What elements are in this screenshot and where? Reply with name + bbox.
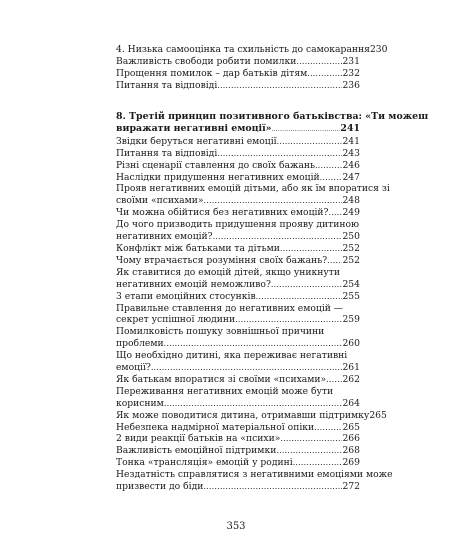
dot-leader <box>203 481 342 493</box>
toc-entry <box>116 195 360 207</box>
entry-page: 265 <box>369 409 387 421</box>
toc-entry <box>116 279 360 291</box>
entry-title-line2: проблеми <box>116 338 164 350</box>
entry-page: 255 <box>342 290 360 302</box>
entry-title-line2: призвести до біди <box>116 481 204 493</box>
toc-entry <box>116 398 360 410</box>
entry-page: 231 <box>342 55 360 67</box>
entry-title-line1: Прояв негативних емоцій дітьми, або як їм впоратися зі <box>116 183 390 195</box>
toc-entry <box>116 338 360 350</box>
entry-page: 254 <box>342 278 360 290</box>
toc-entry <box>116 68 360 80</box>
dot-leader <box>293 457 343 469</box>
dot-leader <box>307 68 342 80</box>
entry-title-line2: негативних емоцій неможливо? <box>116 278 271 290</box>
toc-entry <box>116 231 360 243</box>
entry-title: Наслідки придушення негативних емоцій <box>116 171 320 183</box>
entry-title: Важливість свободи робити помилки <box>116 55 297 67</box>
dot-leader <box>280 243 343 255</box>
entry-page: 252 <box>342 254 360 266</box>
entry-title-line1: Що необхідно дитині, яка переживає негативні <box>116 350 348 362</box>
chapter-heading-line2: виражати негативні емоції» <box>116 123 272 135</box>
entry-page: 272 <box>342 481 360 493</box>
toc-entry <box>116 291 360 303</box>
dot-leader <box>213 231 343 243</box>
entry-page: 264 <box>342 397 360 409</box>
entry-page: 241 <box>342 135 360 147</box>
dot-leader <box>276 445 342 457</box>
toc-entry <box>116 374 360 386</box>
chapter-heading-line1: 8. Третій принцип позитивного батьківства: «Ти можеш <box>116 110 429 122</box>
entry-page: 243 <box>342 147 360 159</box>
entry-page: 248 <box>342 195 360 207</box>
toc-entry <box>116 172 360 184</box>
entry-title: Звідки беруться негативні емоції <box>116 135 277 147</box>
entry-title: 2 види реакції батьків на «психи» <box>116 433 281 445</box>
entry-page: 262 <box>342 373 360 385</box>
toc-entry <box>116 445 360 457</box>
entry-title-line1: До чого призводить придушення прояву дитиною <box>116 219 360 231</box>
entry-title: Тонка «трансляція» емоцій у родині <box>116 457 293 469</box>
entry-title-line1: Переживання негативних емоцій може бути <box>116 385 334 397</box>
entry-title: Питання та відповіді <box>116 79 218 91</box>
dot-leader <box>235 314 342 326</box>
toc-entry <box>116 44 388 56</box>
entry-title-line2: корисним <box>116 397 164 409</box>
toc-entry <box>116 457 360 469</box>
toc-entry <box>116 481 360 493</box>
entry-title: 4. Низька самооцінка та схильність до самокарання <box>116 44 370 55</box>
entry-title: Чому втрачається розуміння своїх бажань? <box>116 254 328 266</box>
table-of-contents <box>116 44 429 493</box>
toc-entry <box>116 207 360 219</box>
entry-title-line2: своїми «психами» <box>116 195 204 207</box>
entry-page: 249 <box>342 207 360 219</box>
entry-page: 259 <box>342 314 360 326</box>
entry-page: 268 <box>342 445 360 457</box>
toc-entry <box>116 422 360 434</box>
dot-leader <box>328 207 342 219</box>
toc-entry <box>116 136 360 148</box>
entry-page: 241 <box>340 123 360 135</box>
dot-leader <box>164 338 343 350</box>
toc-entry <box>116 433 360 445</box>
dot-leader <box>296 56 342 68</box>
toc-entry <box>116 148 360 160</box>
entry-title: 3 етапи емоційних стосунків <box>116 290 256 302</box>
toc-entry <box>116 243 360 255</box>
entry-page: 260 <box>342 338 360 350</box>
entry-title: Прощення помилок – дар батьків дітям <box>116 67 308 79</box>
entry-page: 230 <box>369 44 388 55</box>
entry-page: 265 <box>342 421 360 433</box>
entry-page: 269 <box>342 457 360 469</box>
toc-entry <box>116 314 360 326</box>
entry-page: 250 <box>342 231 360 243</box>
entry-page: 266 <box>342 433 360 445</box>
dot-leader <box>320 172 343 184</box>
entry-title: Як може поводитися дитина, отримавши підтримку <box>116 409 370 421</box>
page-number: 353 <box>226 521 246 532</box>
toc-entry <box>116 409 387 422</box>
entry-title-line1: Помилковість пошуку зовнішньої причини <box>116 326 325 338</box>
chapter-heading <box>116 123 360 136</box>
dot-leader <box>326 374 342 386</box>
entry-page: 246 <box>342 159 360 171</box>
entry-title-line1: Правильне ставлення до негативних емоцій — <box>116 302 343 314</box>
dot-leader <box>315 160 342 172</box>
dot-leader <box>217 80 342 92</box>
dot-leader <box>277 136 343 148</box>
entry-page: 247 <box>342 171 360 183</box>
entry-title: Чи можна обійтися без негативних емоцій? <box>116 207 329 219</box>
toc-entry <box>116 362 360 374</box>
entry-title-line2: секрет успішної людини <box>116 314 236 326</box>
dot-leader <box>271 279 343 291</box>
dot-leader <box>272 124 341 136</box>
entry-title: Різні сценарії ставлення до своїх бажань <box>116 159 316 171</box>
dot-leader <box>280 433 342 445</box>
dot-leader <box>327 255 342 267</box>
entry-title-line2: негативних емоцій? <box>116 231 213 243</box>
entry-title-line2: емоції? <box>116 362 151 374</box>
entry-page: 232 <box>342 67 360 79</box>
entry-title: Небезпека надмірної матеріальної опіки <box>116 421 315 433</box>
entry-title-line1: Нездатність справлятися з негативними емоціями може <box>116 469 393 481</box>
entry-page: 236 <box>342 79 360 91</box>
entry-page: 261 <box>342 362 360 374</box>
dot-leader <box>164 398 343 410</box>
entry-title: Як батькам впоратися зі своїми «психами» <box>116 373 327 385</box>
dot-leader <box>151 362 343 374</box>
entry-title: Конфлікт між батьками та дітьми <box>116 242 280 254</box>
dot-leader <box>256 291 343 303</box>
dot-leader <box>204 195 343 207</box>
toc-entry <box>116 255 360 267</box>
entry-title: Важливість емоційної підтримки <box>116 445 277 457</box>
toc-entry <box>116 160 360 172</box>
toc-entry <box>116 80 360 92</box>
dot-leader <box>217 148 342 160</box>
dot-leader <box>314 422 342 434</box>
entry-title: Питання та відповіді <box>116 147 218 159</box>
entry-title-line1: Як ставитися до емоцій дітей, якщо уникнути <box>116 266 341 278</box>
entry-page: 252 <box>342 242 360 254</box>
toc-entry <box>116 56 360 68</box>
